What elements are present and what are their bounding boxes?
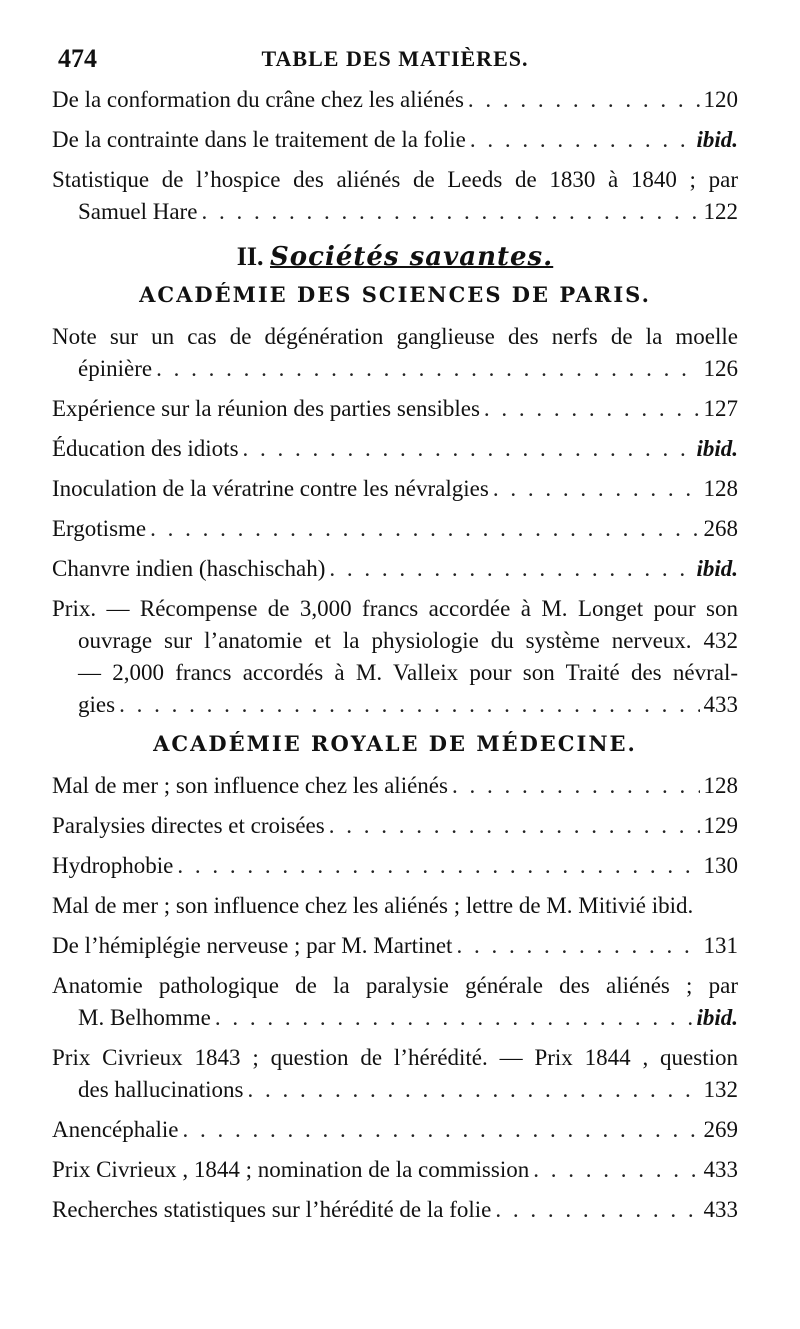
toc-entry-page: 131 xyxy=(703,933,738,958)
toc-entry-line xyxy=(52,321,738,353)
toc-entry-page: 433 xyxy=(703,1197,738,1222)
leader-dots xyxy=(329,553,692,585)
toc-entry-text: Chanvre indien (haschischah) xyxy=(52,556,326,581)
leader-dots xyxy=(468,84,700,116)
entries-sciences xyxy=(52,321,738,721)
toc-entry-page: 268 xyxy=(703,516,738,541)
toc-entry-text: Ergotisme xyxy=(52,516,147,541)
section-number: II. xyxy=(236,242,264,271)
toc-entry-text: — 2,000 francs accordés à M. Valleix pour son Traité des névral- xyxy=(78,660,738,685)
toc-entry-line xyxy=(52,164,738,196)
toc-entry-line xyxy=(52,1074,738,1106)
toc-entry-text: Samuel Hare xyxy=(78,199,198,224)
toc-entry-line xyxy=(52,1154,738,1186)
toc-entry-text: De l’hémiplégie nerveuse ; par M. Martinet xyxy=(52,933,453,958)
section-title: Sociétés savantes. xyxy=(270,242,554,272)
toc-entry-text: Inoculation de la vératrine contre les névralgies xyxy=(52,476,489,501)
toc-entry-text: Recherches statistiques sur l’hérédité de la folie xyxy=(52,1197,492,1222)
leader-dots xyxy=(329,810,700,842)
toc-entry-page: 433 xyxy=(703,1157,738,1182)
toc-entry xyxy=(52,770,738,802)
running-title: TABLE DES MATIÈRES. xyxy=(261,46,529,71)
toc-entry-text: gies xyxy=(78,692,116,717)
leader-dots xyxy=(484,393,700,425)
leader-dots xyxy=(215,1002,693,1034)
toc-entry xyxy=(52,1154,738,1186)
toc-entry-line xyxy=(52,124,738,156)
toc-entry-page: 127 xyxy=(703,396,738,421)
toc-entry-text: Anatomie pathologique de la paralysie générale des aliénés ; par xyxy=(52,973,738,998)
toc-entry xyxy=(52,850,738,882)
leader-dots xyxy=(150,513,699,545)
toc-entry-line xyxy=(52,890,738,922)
toc-entry-page: 126 xyxy=(703,356,738,381)
leader-dots xyxy=(470,124,693,156)
toc-entry-text: De la conformation du crâne chez les aliénés xyxy=(52,87,464,112)
toc-entry-text: Paralysies directes et croisées xyxy=(52,813,325,838)
toc-entry-line xyxy=(52,1114,738,1146)
toc-entry-text: des hallucinations xyxy=(78,1077,244,1102)
toc-entry-page: 120 xyxy=(703,87,738,112)
toc-entry xyxy=(52,890,738,922)
toc-entry xyxy=(52,473,738,505)
toc-entry-line xyxy=(52,353,738,385)
entries-medecine xyxy=(52,770,738,1226)
toc-entry xyxy=(52,513,738,545)
toc-entry-line xyxy=(52,84,738,116)
leader-dots xyxy=(243,433,693,465)
toc-entry-text: Prix Civrieux , 1844 ; nomination de la commission xyxy=(52,1157,530,1182)
toc-entry-line xyxy=(52,810,738,842)
toc-entry-page: 433 xyxy=(703,692,738,717)
toc-entry-text: épinière xyxy=(78,356,153,381)
toc-entry-line xyxy=(52,970,738,1002)
toc-entry xyxy=(52,553,738,585)
toc-entry-line xyxy=(52,473,738,505)
toc-entry-line xyxy=(52,1042,738,1074)
page-number: 474 xyxy=(58,44,97,73)
toc-entry-line xyxy=(52,513,738,545)
toc-entry-line xyxy=(52,553,738,585)
toc-entry-line xyxy=(52,1194,738,1226)
toc-entry-page: ibid. xyxy=(696,556,738,581)
toc-entry-page: ibid. xyxy=(696,1005,738,1030)
toc-entry xyxy=(52,84,738,116)
toc-entry xyxy=(52,970,738,1034)
leader-dots xyxy=(452,770,700,802)
toc-entry-text: De la contrainte dans le traitement de la folie xyxy=(52,127,466,152)
toc-entry-line xyxy=(52,393,738,425)
toc-entry xyxy=(52,1042,738,1106)
toc-entry-page: 132 xyxy=(703,1077,738,1102)
toc-entry-line xyxy=(52,850,738,882)
toc-entry-line xyxy=(52,770,738,802)
toc-entry-text: Mal de mer ; son influence chez les aliénés xyxy=(52,773,448,798)
toc-entry xyxy=(52,433,738,465)
toc-entry-text: ouvrage sur l’anatomie et la physiologie du système nerveux. 432 xyxy=(78,628,738,653)
toc-entry-page: 122 xyxy=(703,199,738,224)
toc-entry-text: Hydrophobie xyxy=(52,853,174,878)
toc-entry-line xyxy=(52,1002,738,1034)
toc-entry-line xyxy=(52,689,738,721)
toc-entry-text: Mal de mer ; son influence chez les aliénés ; lettre de M. Mitivié ibid. xyxy=(52,893,694,918)
leader-dots xyxy=(156,353,699,385)
toc-entry xyxy=(52,321,738,385)
toc-entry xyxy=(52,124,738,156)
toc-entry-text: M. Belhomme xyxy=(78,1005,211,1030)
toc-entry xyxy=(52,930,738,962)
toc-entry-text: Statistique de l’hospice des aliénés de Leeds de 1830 à 1840 ; par xyxy=(52,167,738,192)
toc-entry-page: 129 xyxy=(703,813,738,838)
toc-entry-text: Prix Civrieux 1843 ; question de l’hérédité. — Prix 1844 , question xyxy=(52,1045,738,1070)
leader-dots xyxy=(177,850,699,882)
leader-dots xyxy=(182,1114,699,1146)
toc-entry-text: Anencéphalie xyxy=(52,1117,179,1142)
entries-top xyxy=(52,84,738,228)
academie-sciences-heading: ACADÉMIE DES SCIENCES DE PARIS. xyxy=(139,282,651,307)
toc-entry xyxy=(52,810,738,842)
toc-entry-line xyxy=(52,625,738,657)
toc-entry-page: 128 xyxy=(703,476,738,501)
toc-entry-line xyxy=(52,196,738,228)
leader-dots xyxy=(247,1074,699,1106)
toc-entry-text: Note sur un cas de dégénération ganglieuse des nerfs de la moelle xyxy=(52,324,738,349)
leader-dots xyxy=(119,689,699,721)
page-header xyxy=(52,40,738,84)
toc-entry-text: Éducation des idiots xyxy=(52,436,239,461)
toc-entry-page: ibid. xyxy=(696,436,738,461)
academie-medecine-heading: ACADÉMIE ROYALE DE MÉDECINE. xyxy=(153,731,637,756)
leader-dots xyxy=(456,930,699,962)
leader-dots xyxy=(201,196,699,228)
toc-entry-page: 269 xyxy=(703,1117,738,1142)
toc-entry-line xyxy=(52,657,738,689)
toc-entry xyxy=(52,164,738,228)
leader-dots xyxy=(493,473,700,505)
toc-entry-page: 130 xyxy=(703,853,738,878)
leader-dots xyxy=(533,1154,699,1186)
toc-entry-page: ibid. xyxy=(696,127,738,152)
section-heading xyxy=(52,242,738,272)
leader-dots xyxy=(495,1194,699,1226)
toc-entry xyxy=(52,593,738,721)
toc-entry-line xyxy=(52,433,738,465)
toc-entry xyxy=(52,1194,738,1226)
toc-entry-line xyxy=(52,593,738,625)
toc-entry xyxy=(52,1114,738,1146)
toc-entry-text: Prix. — Récompense de 3,000 francs accordée à M. Longet pour son xyxy=(52,596,738,621)
toc-entry-line xyxy=(52,930,738,962)
toc-entry xyxy=(52,393,738,425)
toc-entry-page: 128 xyxy=(703,773,738,798)
toc-entry-text: Expérience sur la réunion des parties sensibles xyxy=(52,396,480,421)
